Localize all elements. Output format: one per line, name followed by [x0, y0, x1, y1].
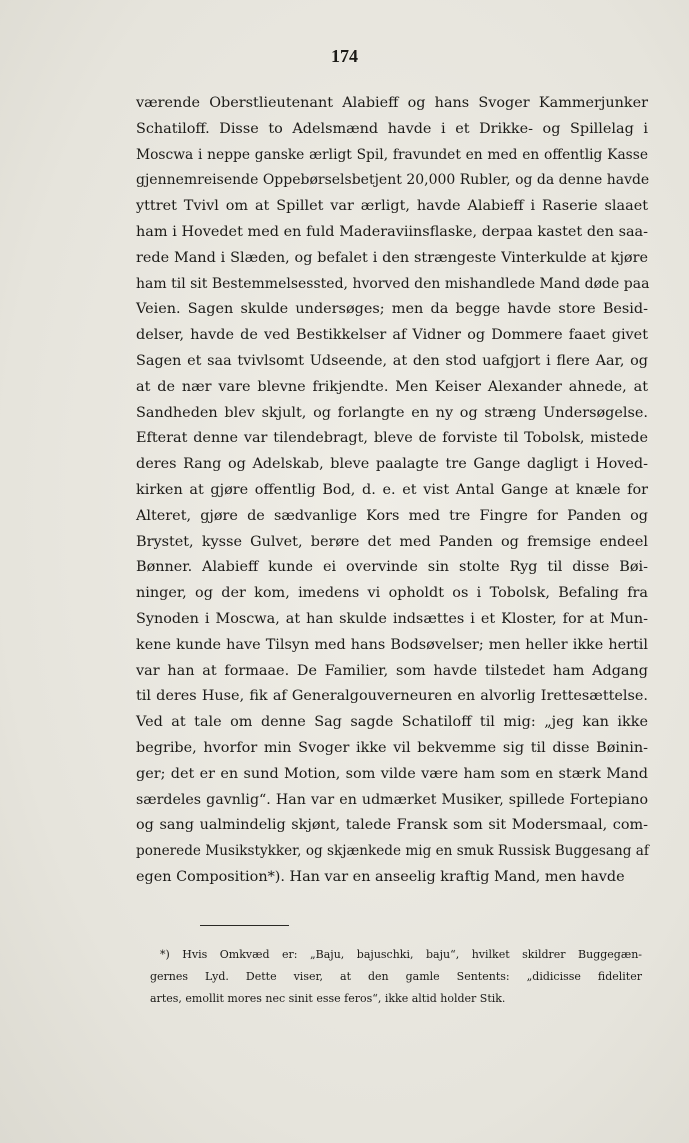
footnote-line: *) Hvis Omkvæd er: „Baju, bajuschki, baju“, hvilket skildrer Buggegæn-: [160, 948, 642, 961]
text-line: at de nær vare blevne frikjendte. Men Keiser Alexander ahnede, at: [136, 378, 648, 395]
text-line: værende Oberstlieutenant Alabieff og hans Svoger Kammerjunker: [136, 95, 648, 111]
text-line: til deres Huse, fik af Generalgouverneuren en alvorlig Irettesættelse.: [136, 688, 648, 705]
text-line: Brystet, kysse Gulvet, berøre det med Panden og fremsige endeel: [136, 533, 648, 550]
text-line: Alteret, gjøre de sædvanlige Kors med tre Fingre for Panden og: [136, 507, 648, 524]
text-line: ninger, og der kom, imedens vi opholdt os i Tobolsk, Befaling fra: [136, 585, 648, 602]
text-line: Synoden i Moscwa, at han skulde indsættes i et Kloster, for at Mun-: [136, 610, 648, 627]
text-line: rede Mand i Slæden, og befalet i den strængeste Vinterkulde at kjøre: [136, 249, 648, 266]
footnote-block: [150, 944, 642, 1010]
footnote-divider: [200, 925, 289, 926]
text-line: kirken at gjøre offentlig Bod, d. e. et vist Antal Gange at knæle for: [136, 481, 648, 498]
text-line: egen Composition*). Han var en anseelig kraftig Mand, men havde: [136, 868, 625, 885]
text-line: Veien. Sagen skulde undersøges; men da begge havde store Besid-: [136, 301, 648, 318]
text-line: var han at formaae. De Familier, som havde tilstedet ham Adgang: [136, 662, 648, 679]
footnote-line: artes, emollit mores nec sinit esse feros“, ikke altid holder Stik.: [150, 992, 506, 1005]
text-line: Sandheden blev skjult, og forlangte en ny og stræng Undersøgelse.: [136, 404, 648, 421]
text-line: Moscwa i neppe ganske ærligt Spil, fravundet en med en offentlig Kasse: [136, 146, 648, 163]
text-line: og sang ualmindelig skjønt, talede Fransk som sit Modersmaal, com-: [136, 817, 648, 834]
text-line: Sagen et saa tvivlsomt Udseende, at den stod uafgjort i flere Aar, og: [136, 352, 648, 369]
text-line: deres Rang og Adelskab, bleve paalagte tre Gange dagligt i Hoved-: [136, 456, 648, 473]
text-line: begribe, hvorfor min Svoger ikke vil bekvemme sig til disse Bøinin-: [136, 739, 648, 756]
text-line: gjennemreisende Oppebørselsbetjent 20,000 Rubler, og da denne havde: [136, 172, 650, 189]
main-text-block: [136, 91, 648, 891]
text-line: yttret Tvivl om at Spillet var ærligt, havde Alabieff i Raserie slaaet: [136, 198, 648, 215]
text-line: Bønner. Alabieff kunde ei overvinde sin stolte Ryg til disse Bøi-: [136, 559, 648, 576]
text-line: ponerede Musikstykker, og skjænkede mig en smuk Russisk Buggesang af: [136, 843, 649, 860]
text-line: Ved at tale om denne Sag sagde Schatiloff til mig: „jeg kan ikke: [136, 714, 648, 731]
text-line: særdeles gavnlig“. Han var en udmærket Musiker, spillede Fortepiano: [136, 791, 648, 808]
page-number: 174: [331, 46, 358, 66]
text-line: Efterat denne var tilendebragt, bleve de forviste til Tobolsk, mistede: [136, 430, 648, 447]
footnote-line: gernes Lyd. Dette viser, at den gamle Sentents: „didicisse fideliter: [150, 970, 642, 983]
text-line: Schatiloff. Disse to Adelsmænd havde i et Drikke- og Spillelag i: [136, 120, 648, 137]
text-line: ger; det er en sund Motion, som vilde være ham som en stærk Mand: [136, 765, 648, 782]
text-line: ham til sit Bestemmelsessted, hvorved den mishandlede Mand døde paa: [136, 275, 650, 292]
text-line: ham i Hovedet med en fuld Maderaviinsflaske, derpaa kastet den saa-: [136, 223, 648, 240]
text-line: kene kunde have Tilsyn med hans Bodsøvelser; men heller ikke hertil: [136, 636, 648, 653]
text-line: delser, havde de ved Bestikkelser af Vidner og Dommere faaet givet: [136, 327, 648, 344]
